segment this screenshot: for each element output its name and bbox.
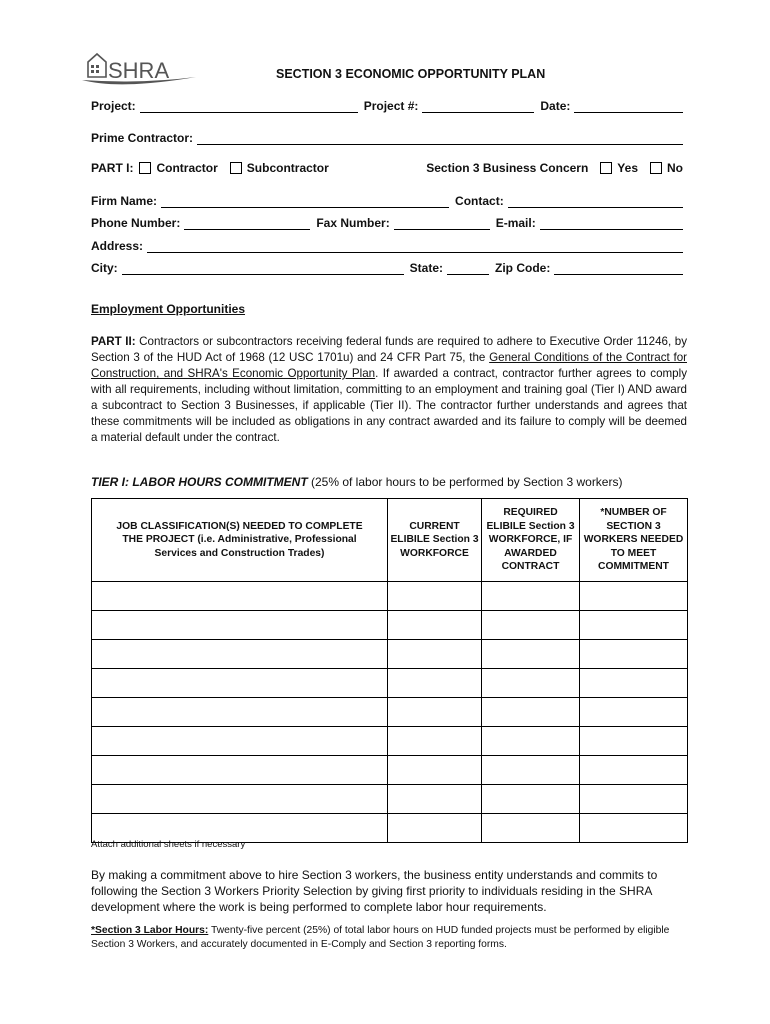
tier1-heading (91, 475, 622, 489)
table-cell[interactable] (482, 814, 580, 843)
subcontractor-checkbox[interactable] (230, 162, 242, 174)
table-cell[interactable] (580, 785, 688, 814)
firm-name-label: Firm Name: (91, 194, 158, 208)
table-row (92, 640, 688, 669)
tier1-note: (25% of labor hours to be performed by Section 3 workers) (307, 475, 623, 489)
table-cell[interactable] (482, 785, 580, 814)
table-header-row (92, 499, 688, 582)
svg-text:SHRA: SHRA (108, 58, 170, 83)
commitment-paragraph: By making a commitment above to hire Section 3 workers, the business entity understands and commits to following the Section 3 Workers Priority Selection by giving first priority to individuals residing in the SHRA development where the work is being performed to complete labor hour requirements. (91, 868, 658, 914)
zip-label: Zip Code: (495, 261, 551, 275)
yes-checkbox[interactable] (600, 162, 612, 174)
part2-label: PART II: (91, 335, 136, 348)
subcontractor-label: Subcontractor (246, 161, 329, 175)
part1-row (91, 160, 683, 176)
part2-paragraph (91, 334, 687, 446)
table-cell[interactable] (388, 698, 482, 727)
part2-text-2: . If awarded a contract, contractor further agrees to comply with all requirements, including without limitation, committing to an employment and training goal (Tier I) AND award a subcontract to Section 3 Businesses, if applicable (Tier II). The contractor further understands and agrees that these commitments will be included as obligations in any contract awarded and its failure to comply will be deemed a material default under the contract. (91, 367, 687, 444)
table-row (92, 756, 688, 785)
contact-field[interactable] (508, 194, 683, 208)
business-concern-label: Section 3 Business Concern (426, 161, 589, 175)
document-title: SECTION 3 ECONOMIC OPPORTUNITY PLAN (276, 67, 546, 81)
state-label: State: (409, 261, 444, 275)
table-cell[interactable] (580, 814, 688, 843)
attach-note: Attach additional sheets if necessary (91, 839, 246, 850)
city-label: City: (91, 261, 118, 275)
table-row (92, 785, 688, 814)
table-cell[interactable] (92, 611, 388, 640)
table-cell[interactable] (92, 582, 388, 611)
table-cell[interactable] (388, 727, 482, 756)
general-conditions-link: General Conditions of the Contract for Construction, and SHRA's Economic Opportunity Plan (91, 351, 687, 380)
table-cell[interactable] (388, 669, 482, 698)
project-label: Project: (91, 99, 136, 113)
table-row (92, 582, 688, 611)
footnote (91, 924, 687, 952)
firm-name-field[interactable] (161, 194, 449, 208)
contractor-label: Contractor (156, 161, 218, 175)
date-field[interactable] (574, 99, 683, 113)
table-cell[interactable] (580, 698, 688, 727)
table-cell[interactable] (482, 698, 580, 727)
table-cell[interactable] (482, 611, 580, 640)
house-logo-icon (80, 50, 198, 90)
table-cell[interactable] (580, 756, 688, 785)
address-label: Address: (91, 239, 144, 253)
table-cell[interactable] (580, 727, 688, 756)
zip-field[interactable] (554, 261, 683, 275)
labor-hours-table (91, 498, 688, 843)
yes-label: Yes (617, 161, 638, 175)
table-cell[interactable] (580, 669, 688, 698)
table-cell[interactable] (92, 756, 388, 785)
tier1-label: TIER I: LABOR HOURS COMMITMENT (91, 475, 308, 489)
table-row (92, 698, 688, 727)
footnote-label: *Section 3 Labor Hours: (91, 925, 209, 936)
project-field[interactable] (140, 99, 358, 113)
part1-label: PART I: (91, 161, 134, 175)
table-cell[interactable] (580, 582, 688, 611)
prime-contractor-row (91, 129, 683, 145)
table-cell[interactable] (92, 698, 388, 727)
fax-field[interactable] (394, 216, 490, 230)
contractor-checkbox[interactable] (139, 162, 151, 174)
table-cell[interactable] (388, 785, 482, 814)
table-body (92, 582, 688, 843)
table-cell[interactable] (92, 640, 388, 669)
table-cell[interactable] (482, 727, 580, 756)
address-field[interactable] (147, 239, 683, 253)
required-workforce-header: REQUIRED ELIBILE Section 3 WORKFORCE, IF AWARDED CONTRACT (482, 499, 580, 582)
no-checkbox[interactable] (650, 162, 662, 174)
phone-field[interactable] (184, 216, 310, 230)
table-cell[interactable] (388, 582, 482, 611)
shra-logo (80, 50, 198, 90)
table-cell[interactable] (388, 756, 482, 785)
table-cell[interactable] (388, 640, 482, 669)
state-field[interactable] (447, 261, 489, 275)
table-cell[interactable] (482, 756, 580, 785)
table-cell[interactable] (482, 669, 580, 698)
table-cell[interactable] (580, 611, 688, 640)
table-row (92, 669, 688, 698)
employment-heading: Employment Opportunities (91, 302, 246, 316)
email-label: E-mail: (495, 216, 536, 230)
footnote-text: Twenty-five percent (25%) of total labor hours on HUD funded projects must be performed by eligible Section 3 Workers, and accurately documented in E-Comply and Section 3 reporting forms. (91, 925, 670, 950)
table-cell[interactable] (388, 814, 482, 843)
firm-row (91, 192, 683, 208)
table-row (92, 611, 688, 640)
fax-label: Fax Number: (316, 216, 390, 230)
table-cell[interactable] (92, 669, 388, 698)
part2-text-1: Contractors or subcontractors receiving federal funds are required to adhere to Executive Order 11246, by Section 3 of the HUD Act of 1968 (12 USC 1701u) and 24 CFR Part 75, the (91, 335, 687, 364)
contact-label: Contact: (455, 194, 504, 208)
prime-contractor-label: Prime Contractor: (91, 131, 194, 145)
address-row (91, 237, 683, 253)
table-cell[interactable] (92, 785, 388, 814)
table-cell[interactable] (482, 582, 580, 611)
current-workforce-header: CURRENT ELIBILE Section 3 WORKFORCE (388, 499, 482, 582)
phone-row (91, 214, 683, 230)
date-label: Date: (540, 99, 571, 113)
table-cell[interactable] (92, 727, 388, 756)
project-row (91, 97, 683, 113)
city-field[interactable] (122, 261, 404, 275)
no-label: No (667, 161, 683, 175)
city-row (91, 259, 683, 275)
table-row (92, 727, 688, 756)
prime-contractor-field[interactable] (197, 131, 683, 145)
phone-label: Phone Number: (91, 216, 181, 230)
project-number-field[interactable] (422, 99, 534, 113)
workers-needed-header: *NUMBER OF SECTION 3 WORKERS NEEDED TO MEET COMMITMENT (580, 499, 688, 582)
table-cell[interactable] (388, 611, 482, 640)
table-cell[interactable] (482, 640, 580, 669)
email-field[interactable] (540, 216, 683, 230)
table-cell[interactable] (580, 640, 688, 669)
project-number-label: Project #: (363, 99, 419, 113)
job-classification-header: JOB CLASSIFICATION(S) NEEDED TO COMPLETE THE PROJECT (i.e. Administrative, Professional Services and Construction Trades) (92, 499, 388, 582)
